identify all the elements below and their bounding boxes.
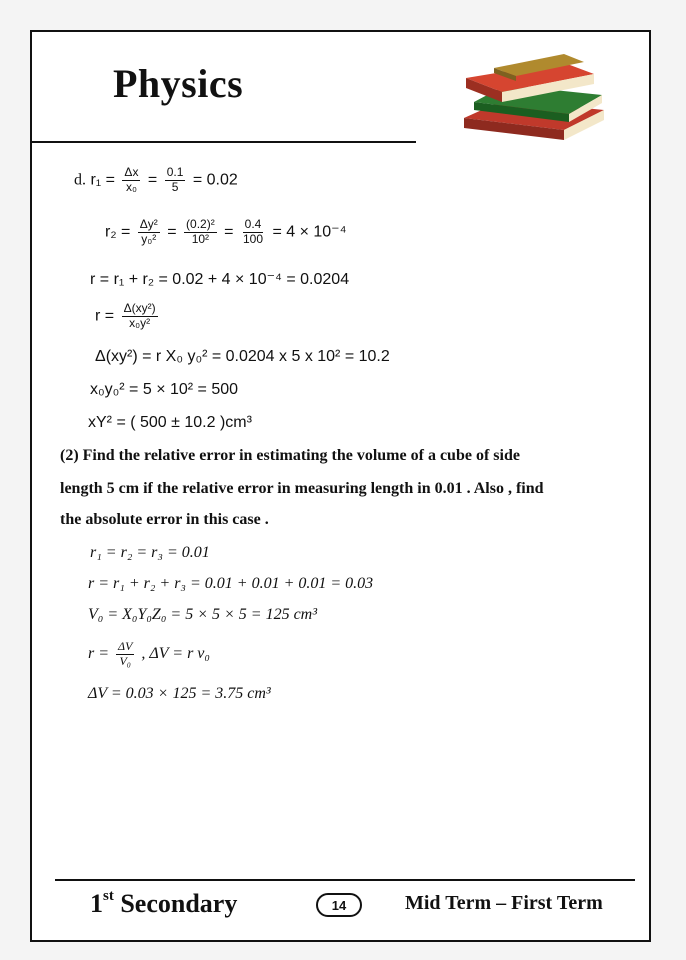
grade-text: Secondary: [120, 889, 238, 918]
solution-d-r-definition: [95, 302, 161, 331]
fraction: [241, 218, 265, 247]
question-2-line-3: the absolute error in this case .: [60, 511, 269, 528]
fraction: [184, 218, 217, 247]
footer-divider: [55, 879, 635, 881]
solution-2-line-2: r = r₁ + r₂ + r₃ = 0.01 + 0.01 + 0.01 = 0.03: [88, 575, 374, 592]
denominator: V₀: [119, 653, 131, 668]
numerator: (0.2)²: [186, 217, 215, 231]
fraction: [122, 166, 140, 195]
denominator: 10²: [191, 231, 210, 246]
header-divider: [32, 141, 416, 143]
denominator: x₀: [125, 179, 137, 194]
question-2-line-1: (2) Find the relative error in estimating the volume of a cube of side: [60, 447, 520, 464]
book-stack-icon: [444, 40, 614, 145]
grade-suffix: st: [103, 888, 114, 904]
solution-d-result-line: xY² = ( 500 ± 10.2 )cm³: [88, 414, 252, 431]
solution-d-r-sum: r = r₁ + r₂ = 0.02 + 4 × 10⁻⁴ = 0.0204: [90, 271, 350, 288]
page-number-badge: 14: [316, 893, 362, 917]
line4-lhs: r =: [88, 644, 110, 662]
equals: =: [147, 171, 158, 189]
equals: =: [224, 223, 234, 241]
denominator: 5: [171, 179, 179, 194]
solution-2-line-3: V₀ = X₀Y₀Z₀ = 5 × 5 × 5 = 125 cm³: [88, 606, 318, 623]
page-title: Physics: [113, 61, 244, 106]
solution-d-delta-line: Δ(xy²) = r X₀ y₀² = 0.0204 x 5 x 10² = 10.2: [95, 348, 390, 365]
grade-number: 1: [90, 889, 103, 918]
footer-grade: [90, 888, 237, 919]
fraction: [116, 640, 134, 669]
fraction: [122, 302, 158, 331]
denominator: x₀y²: [129, 315, 151, 330]
numerator: 0.1: [166, 165, 184, 179]
solution-2-line-1: r₁ = r₂ = r₃ = 0.01: [90, 544, 210, 561]
r-def-lhs: r =: [95, 307, 115, 325]
solution-d-r2: [105, 218, 347, 247]
line4-rest: , ΔV = r v₀: [141, 644, 210, 662]
numerator: 0.4: [244, 217, 262, 231]
r1-result: = 0.02: [192, 171, 238, 189]
solution-d-product-line: x₀y₀² = 5 × 10² = 500: [90, 381, 239, 398]
numerator: Δ(xy²): [123, 301, 156, 315]
solution-2-line-4: [88, 640, 210, 669]
solution-2-line-5: ΔV = 0.03 × 125 = 3.75 cm³: [88, 685, 271, 702]
r1-lhs: r₁ =: [90, 171, 115, 189]
denominator: y₀²: [141, 231, 157, 246]
numerator: ΔV: [118, 639, 133, 653]
fraction: [138, 218, 160, 247]
fraction: [165, 166, 186, 195]
item-label: d.: [74, 171, 86, 189]
question-2-line-2: length 5 cm if the relative error in measuring length in 0.01 . Also , find: [60, 480, 544, 497]
denominator: 100: [242, 231, 263, 246]
solution-d-r1: [74, 166, 238, 195]
equals: =: [167, 223, 177, 241]
r2-lhs: r₂ =: [105, 223, 131, 241]
r2-result: = 4 × 10⁻⁴: [272, 223, 347, 241]
numerator: Δx: [124, 165, 139, 179]
footer-term: Mid Term – First Term: [405, 892, 603, 914]
numerator: Δy²: [139, 217, 158, 231]
